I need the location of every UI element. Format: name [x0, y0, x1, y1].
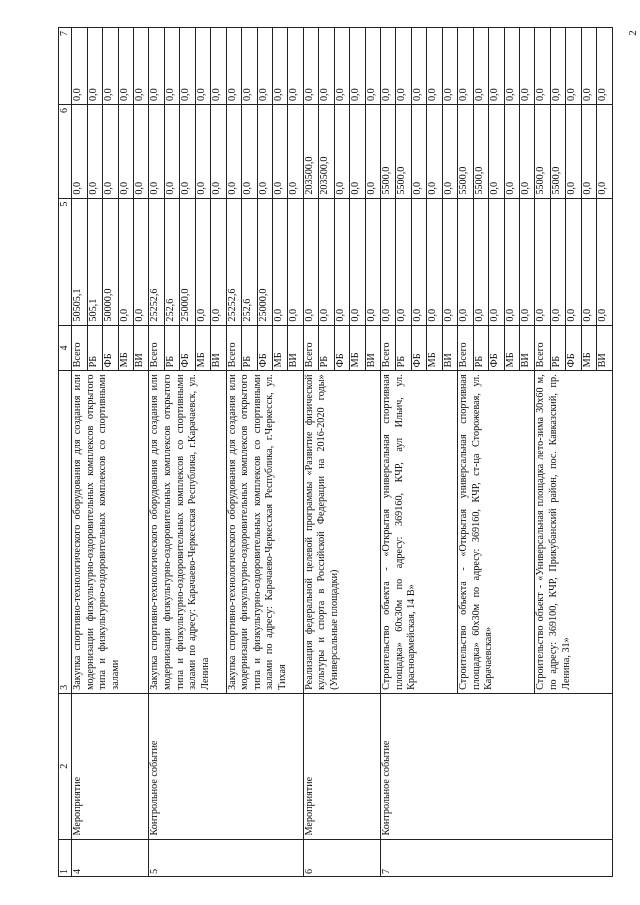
fund-label: ФБ — [103, 325, 118, 371]
rotated-page — [58, 27, 613, 877]
value-col-6: 0,0 — [211, 105, 226, 199]
header-col-3: 3 — [59, 371, 72, 694]
fund-label: ФБ — [489, 325, 504, 371]
fund-label: РБ — [473, 325, 488, 371]
value-col-5: 252,6 — [164, 198, 179, 325]
value-col-7: 0,0 — [103, 28, 118, 105]
fund-label: ФБ — [334, 325, 349, 371]
value-col-6: 0,0 — [118, 105, 133, 199]
fund-label: Всего — [226, 325, 241, 371]
value-col-7: 0,0 — [350, 28, 365, 105]
value-col-7: 0,0 — [411, 28, 426, 105]
value-col-7: 0,0 — [597, 28, 613, 105]
fund-label: ВИ — [134, 325, 149, 371]
value-col-5: 25000,0 — [257, 198, 272, 325]
value-col-7: 0,0 — [458, 28, 473, 105]
value-col-7: 0,0 — [581, 28, 596, 105]
value-col-5: 0,0 — [118, 198, 133, 325]
value-col-5: 0,0 — [473, 198, 488, 325]
fund-label: Всего — [72, 325, 87, 371]
value-col-6: 0,0 — [195, 105, 210, 199]
value-col-6: 0,0 — [164, 105, 179, 199]
fund-label: ФБ — [257, 325, 272, 371]
row-type: Контрольное событие — [149, 693, 303, 839]
value-col-7: 0,0 — [504, 28, 519, 105]
value-col-5: 0,0 — [550, 198, 565, 325]
value-col-5: 0,0 — [350, 198, 365, 325]
fund-label: РБ — [396, 325, 411, 371]
header-row — [59, 28, 72, 877]
row-description: Строительство объекта - «Открытая универсальная спортивная площадка» 60х30м по адресу: 369160, КЧР, ст-ца Сторожевая, ул. Карачаевская» — [458, 371, 535, 694]
value-col-5: 25000,0 — [180, 198, 195, 325]
value-col-6: 5500,0 — [396, 105, 411, 199]
value-col-5: 0,0 — [381, 198, 396, 325]
fund-label: Всего — [303, 325, 318, 371]
funding-table — [58, 27, 613, 877]
value-col-7: 0,0 — [566, 28, 581, 105]
value-col-6: 0,0 — [489, 105, 504, 199]
value-col-5: 0,0 — [427, 198, 442, 325]
fund-label: ФБ — [566, 325, 581, 371]
value-col-7: 0,0 — [195, 28, 210, 105]
table-row — [381, 28, 396, 877]
value-col-7: 0,0 — [149, 28, 164, 105]
value-col-6: 0,0 — [226, 105, 241, 199]
value-col-5: 0,0 — [535, 198, 550, 325]
row-type: Мероприятие — [72, 693, 149, 839]
fund-label: Всего — [381, 325, 396, 371]
value-col-7: 0,0 — [303, 28, 318, 105]
fund-label: ВИ — [288, 325, 303, 371]
value-col-7: 0,0 — [365, 28, 380, 105]
page-number: 2 — [626, 30, 639, 36]
value-col-7: 0,0 — [134, 28, 149, 105]
value-col-7: 0,0 — [381, 28, 396, 105]
value-col-5: 0,0 — [458, 198, 473, 325]
value-col-6: 5500,0 — [550, 105, 565, 199]
fund-label: РБ — [550, 325, 565, 371]
value-col-6: 0,0 — [350, 105, 365, 199]
value-col-7: 0,0 — [334, 28, 349, 105]
value-col-6: 203500,0 — [303, 105, 318, 199]
fund-label: Всего — [149, 325, 164, 371]
fund-label: МБ — [272, 325, 287, 371]
fund-label: ФБ — [411, 325, 426, 371]
value-col-6: 0,0 — [288, 105, 303, 199]
table-body — [72, 28, 613, 877]
value-col-6: 0,0 — [134, 105, 149, 199]
value-col-6: 0,0 — [566, 105, 581, 199]
fund-label: ВИ — [211, 325, 226, 371]
header-col-5: 5 — [59, 198, 72, 325]
header-col-4: 4 — [59, 325, 72, 371]
value-col-7: 0,0 — [180, 28, 195, 105]
header-col-2: 2 — [59, 693, 72, 839]
value-col-5: 0,0 — [566, 198, 581, 325]
row-number: 5 — [149, 839, 303, 876]
value-col-5: 0,0 — [504, 198, 519, 325]
row-description: Строительство объект - «Универсальная площадка лето-зима 30х60 м, по адресу: 369100, КЧР, Прикубанский район, пос. Кавказский, пр. Ленина, 31» — [535, 371, 613, 694]
fund-label: РБ — [164, 325, 179, 371]
value-col-5: 252,6 — [242, 198, 257, 325]
value-col-5: 0,0 — [272, 198, 287, 325]
value-col-6: 0,0 — [180, 105, 195, 199]
row-number: 4 — [72, 839, 149, 876]
fund-label: ВИ — [519, 325, 534, 371]
row-description: Закупка спортивно-технологического оборудования для создания или модернизации физкультурно-оздоровительных комплексов открытого типа и физкультурно-оздоровительных комплексов со спортивными залами — [72, 371, 149, 694]
value-col-7: 0,0 — [288, 28, 303, 105]
value-col-5: 505,1 — [87, 198, 102, 325]
value-col-7: 0,0 — [442, 28, 457, 105]
value-col-6: 0,0 — [334, 105, 349, 199]
fund-label: РБ — [242, 325, 257, 371]
value-col-7: 0,0 — [550, 28, 565, 105]
value-col-7: 0,0 — [272, 28, 287, 105]
value-col-5: 0,0 — [303, 198, 318, 325]
header-col-1: 1 — [59, 839, 72, 876]
value-col-7: 0,0 — [164, 28, 179, 105]
value-col-5: 0,0 — [211, 198, 226, 325]
value-col-6: 5500,0 — [473, 105, 488, 199]
fund-label: МБ — [504, 325, 519, 371]
table-row — [149, 28, 164, 877]
row-number: 7 — [381, 839, 613, 876]
value-col-6: 0,0 — [581, 105, 596, 199]
value-col-6: 0,0 — [272, 105, 287, 199]
row-description: Реализация федеральной целевой программы «Развитие физической культуры и спорта в Российской Федерации на 2016-2020 годы» (Универсальные площадки) — [303, 371, 380, 694]
value-col-6: 0,0 — [103, 105, 118, 199]
value-col-7: 0,0 — [489, 28, 504, 105]
fund-label: МБ — [350, 325, 365, 371]
table-row — [303, 28, 318, 877]
value-col-6: 0,0 — [597, 105, 613, 199]
value-col-7: 0,0 — [72, 28, 87, 105]
value-col-5: 0,0 — [396, 198, 411, 325]
value-col-7: 0,0 — [257, 28, 272, 105]
fund-label: РБ — [87, 325, 102, 371]
value-col-7: 0,0 — [87, 28, 102, 105]
fund-label: ВИ — [597, 325, 613, 371]
header-col-6: 6 — [59, 105, 72, 199]
row-number: 6 — [303, 839, 380, 876]
table-row — [72, 28, 87, 877]
row-description: Закупка спортивно-технологического оборудования для создания или модернизации физкультурно-оздоровительных комплексов открытого типа и физкультурно-оздоровительных комплексов со спортивными залами по адресу: Карачаево-Черкесская Республика, г.Карачаевск, ул. Ленина — [149, 371, 226, 694]
header-col-7: 7 — [59, 28, 72, 105]
value-col-6: 5500,0 — [381, 105, 396, 199]
value-col-6: 0,0 — [242, 105, 257, 199]
fund-label: ВИ — [442, 325, 457, 371]
value-col-6: 0,0 — [149, 105, 164, 199]
value-col-5: 0,0 — [195, 198, 210, 325]
value-col-7: 0,0 — [473, 28, 488, 105]
row-type: Контрольное событие — [381, 693, 613, 839]
value-col-7: 0,0 — [118, 28, 133, 105]
fund-label: РБ — [319, 325, 334, 371]
value-col-5: 25252,6 — [226, 198, 241, 325]
value-col-7: 0,0 — [211, 28, 226, 105]
value-col-5: 50505,1 — [72, 198, 87, 325]
value-col-6: 0,0 — [411, 105, 426, 199]
value-col-6: 203500,0 — [319, 105, 334, 199]
value-col-7: 0,0 — [427, 28, 442, 105]
value-col-5: 0,0 — [334, 198, 349, 325]
value-col-6: 5500,0 — [458, 105, 473, 199]
fund-label: Всего — [458, 325, 473, 371]
value-col-5: 0,0 — [581, 198, 596, 325]
value-col-5: 0,0 — [365, 198, 380, 325]
value-col-5: 0,0 — [411, 198, 426, 325]
value-col-5: 50000,0 — [103, 198, 118, 325]
value-col-7: 0,0 — [319, 28, 334, 105]
value-col-7: 0,0 — [396, 28, 411, 105]
value-col-5: 0,0 — [489, 198, 504, 325]
fund-label: МБ — [118, 325, 133, 371]
row-type: Мероприятие — [303, 693, 380, 839]
value-col-5: 25252,6 — [149, 198, 164, 325]
fund-label: МБ — [581, 325, 596, 371]
value-col-6: 0,0 — [442, 105, 457, 199]
fund-label: МБ — [427, 325, 442, 371]
fund-label: МБ — [195, 325, 210, 371]
value-col-6: 0,0 — [87, 105, 102, 199]
value-col-6: 0,0 — [519, 105, 534, 199]
value-col-7: 0,0 — [535, 28, 550, 105]
value-col-7: 0,0 — [226, 28, 241, 105]
value-col-5: 0,0 — [442, 198, 457, 325]
value-col-7: 0,0 — [242, 28, 257, 105]
value-col-6: 5500,0 — [535, 105, 550, 199]
value-col-5: 0,0 — [519, 198, 534, 325]
fund-label: Всего — [535, 325, 550, 371]
value-col-6: 0,0 — [257, 105, 272, 199]
value-col-6: 0,0 — [427, 105, 442, 199]
fund-label: ФБ — [180, 325, 195, 371]
value-col-5: 0,0 — [134, 198, 149, 325]
row-description: Закупка спортивно-технологического оборудования для создания или модернизации физкультурно-оздоровительных комплексов открытого типа и физкультурно-оздоровительных комплексов со спортивными залами по адресу: Карачаево-Черкесская Республика, г.Черкесск, ул. Тихая — [226, 371, 303, 694]
value-col-6: 0,0 — [72, 105, 87, 199]
value-col-6: 0,0 — [504, 105, 519, 199]
value-col-5: 0,0 — [288, 198, 303, 325]
row-description: Строительство объекта - «Открытая универсальная спортивная площадка» 60х30м по адресу: 369160, КЧР, аул Ильич, ул. Красноармейская, 14 В» — [381, 371, 458, 694]
fund-label: ВИ — [365, 325, 380, 371]
value-col-6: 0,0 — [365, 105, 380, 199]
value-col-7: 0,0 — [519, 28, 534, 105]
value-col-5: 0,0 — [319, 198, 334, 325]
value-col-5: 0,0 — [597, 198, 613, 325]
